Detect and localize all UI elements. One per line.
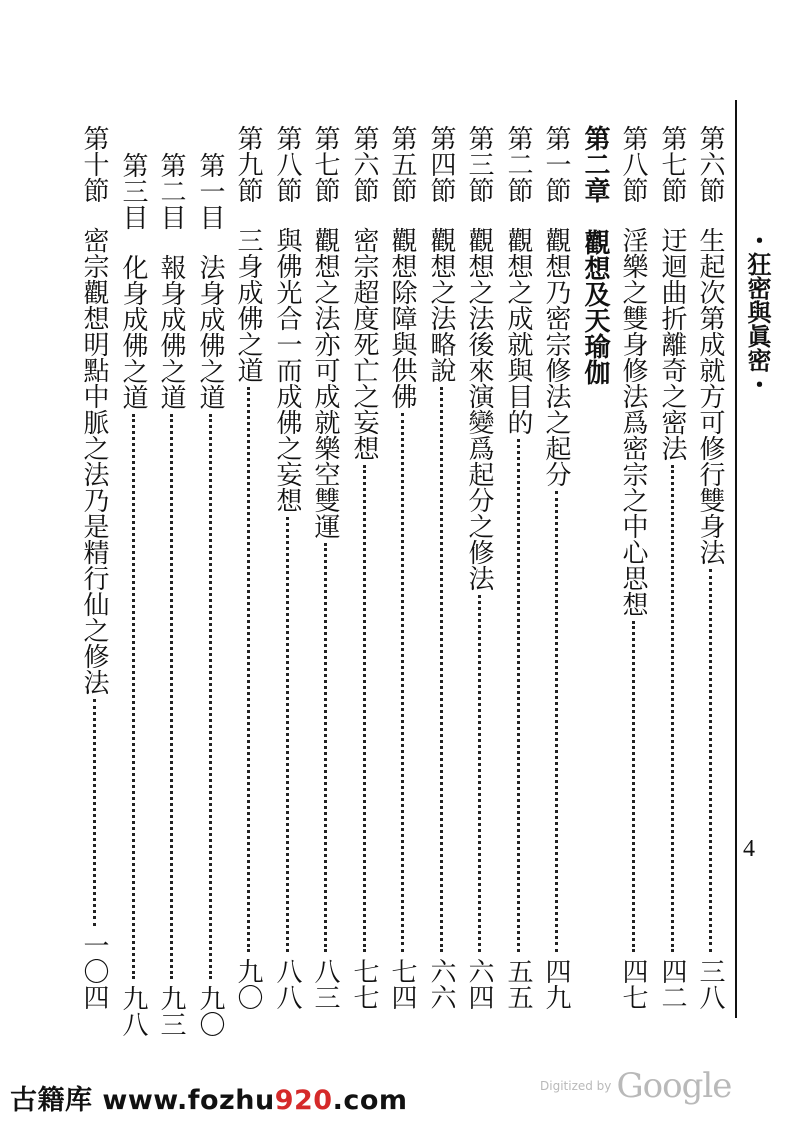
- watermark-site-cn: 古籍库: [10, 1085, 93, 1116]
- toc-entry: [267, 125, 307, 1010]
- watermark-site-suffix: .com: [332, 1085, 408, 1116]
- toc-entry-label: 第六節: [349, 125, 379, 203]
- toc-entry-label: 第二章: [580, 125, 610, 203]
- toc-entry-title: 報身成佛之道: [156, 254, 186, 410]
- toc-entry-page: 一〇四: [79, 932, 109, 1010]
- toc-entry: [190, 152, 230, 1037]
- toc-entry-title: 密宗觀想明點中脈之法乃是精行仙之修法: [79, 227, 109, 695]
- dot-leader: [709, 569, 712, 952]
- dot-leader: [671, 465, 674, 952]
- running-head: ・狂密與眞密・: [743, 228, 771, 396]
- toc-entry-page: 八三: [310, 958, 340, 1010]
- toc-entry-page: 九〇: [195, 985, 225, 1037]
- toc-entry-page: 九八: [118, 985, 148, 1037]
- toc-entry: [74, 125, 114, 1010]
- toc-entry-label: 第七節: [657, 125, 687, 203]
- dot-leader: [555, 491, 558, 952]
- toc-entry: [305, 125, 345, 1010]
- toc-entry-title: 密宗超度死亡之妄想: [349, 227, 379, 461]
- toc-entry: [113, 152, 153, 1037]
- toc-entry: [228, 125, 268, 1010]
- toc-entry-page: 九三: [156, 985, 186, 1037]
- toc-entry-label: 第一目: [195, 152, 225, 230]
- toc-entry: [151, 152, 191, 1037]
- toc-entry-label: 第三節: [464, 125, 494, 203]
- toc-entry-title: 觀想除障與供佛: [387, 227, 417, 409]
- dot-leader: [286, 517, 289, 952]
- toc-entry-page: 四九: [541, 958, 571, 1010]
- toc-entry-label: 第二節: [503, 125, 533, 203]
- watermark-site-number: 920: [274, 1085, 333, 1116]
- toc-entry-title: 淫樂之雙身修法爲密宗之中心思想: [618, 227, 648, 617]
- toc-entry: [536, 125, 576, 1010]
- dot-leader: [170, 414, 173, 979]
- toc-entry-title: 觀想之法後來演變爲起分之修法: [464, 227, 494, 591]
- toc-entry-page: 八八: [272, 958, 302, 1010]
- toc-entry: [459, 125, 499, 1010]
- digitized-prefix: Digitized by: [540, 1079, 612, 1093]
- toc-entry-page: 九〇: [233, 958, 263, 1010]
- toc-entry-label: 第八節: [272, 125, 302, 203]
- toc-entry: [652, 125, 692, 1010]
- toc-entry-label: 第四節: [426, 125, 456, 203]
- toc-entry-page: 五五: [503, 958, 533, 1010]
- toc-entry-title: 與佛光合一而成佛之妄想: [272, 227, 302, 513]
- dot-leader: [247, 387, 250, 952]
- dot-leader: [517, 439, 520, 952]
- toc-entry-label: 第八節: [618, 125, 648, 203]
- toc-entry-page: 四二: [657, 958, 687, 1010]
- toc-entry-page: 六六: [426, 958, 456, 1010]
- dot-leader: [401, 413, 404, 952]
- toc-entry-label: 第九節: [233, 125, 263, 203]
- toc-entry-page: 六四: [464, 958, 494, 1010]
- google-logo: Google: [616, 1066, 732, 1106]
- toc-entry-title: 生起次第成就方可修行雙身法: [695, 227, 725, 565]
- header-rule: [735, 100, 737, 1018]
- toc-entry-label: 第一節: [541, 125, 571, 203]
- toc-entry-title: 觀想之法亦可成就樂空雙運: [310, 227, 340, 539]
- toc-entry: [613, 125, 653, 1010]
- page-number: 4: [743, 836, 755, 862]
- toc-entry-title: 觀想乃密宗修法之起分: [541, 227, 571, 487]
- toc-entry: [421, 125, 461, 1010]
- toc-entry: [382, 125, 422, 1010]
- dot-leader: [632, 621, 635, 952]
- toc-entry-label: 第六節: [695, 125, 725, 203]
- toc-entry-label: 第二目: [156, 152, 186, 230]
- dot-leader: [478, 595, 481, 952]
- toc-entry-title: 觀想之法略說: [426, 227, 456, 383]
- toc-entry-label: 第五節: [387, 125, 417, 203]
- toc-entry: [690, 125, 730, 1010]
- toc-entry-title: 化身成佛之道: [118, 254, 148, 410]
- toc-entry-page: 四七: [618, 958, 648, 1010]
- dot-leader: [440, 387, 443, 952]
- toc-chapter: [575, 125, 615, 1010]
- toc-entry-page: 七七: [349, 958, 379, 1010]
- toc-entry-label: 第十節: [79, 125, 109, 203]
- dot-leader: [209, 414, 212, 979]
- toc-entry-title: 觀想及天瑜伽: [580, 229, 610, 385]
- dot-leader: [93, 699, 96, 926]
- toc-entry-title: 法身成佛之道: [195, 254, 225, 410]
- dot-leader: [132, 414, 135, 979]
- toc-entry-page: 七四: [387, 958, 417, 1010]
- watermark-site: [10, 1078, 408, 1117]
- toc-entry: [344, 125, 384, 1010]
- dot-leader: [363, 465, 366, 952]
- toc-entry-title: 觀想之成就與目的: [503, 227, 533, 435]
- toc-entry: [498, 125, 538, 1010]
- toc-entry-page: 三八: [695, 958, 725, 1010]
- dot-leader: [324, 543, 327, 952]
- digitized-by-google: [540, 1066, 731, 1106]
- toc-entry-label: 第三目: [118, 152, 148, 230]
- toc-entry-title: 迂迴曲折離奇之密法: [657, 227, 687, 461]
- toc-entry-label: 第七節: [310, 125, 340, 203]
- watermark-site-prefix: www.fozhu: [102, 1085, 275, 1116]
- toc-entry-title: 三身成佛之道: [233, 227, 263, 383]
